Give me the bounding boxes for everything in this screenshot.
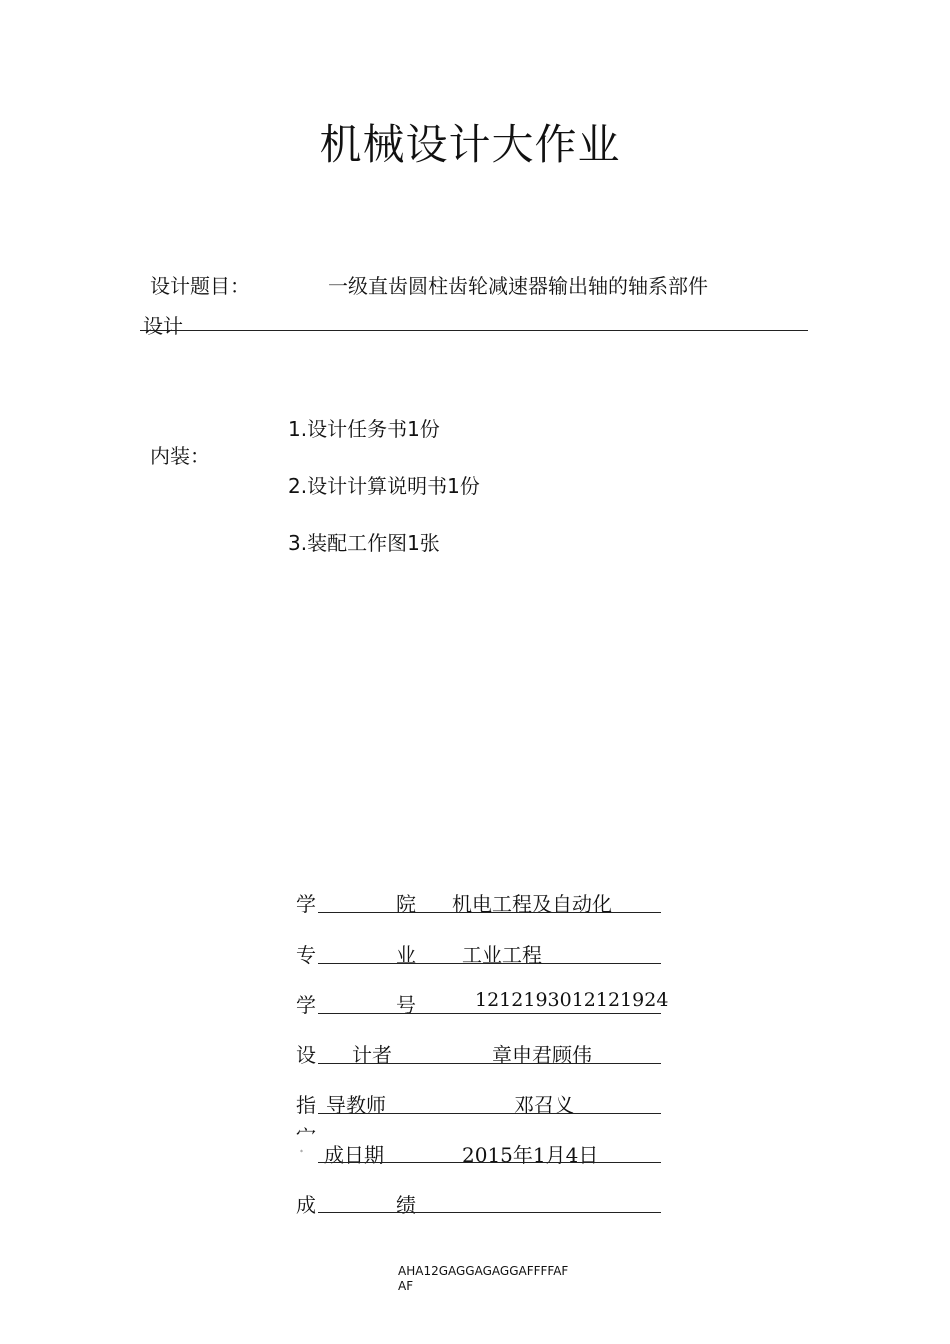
contents-item-3: 3.装配工作图1张 [288,531,440,555]
major-label-a: 专 [296,943,316,967]
footer-line1: AHA12GAGGAGAGGAFFFFAF [398,1264,569,1278]
contents-item-2: 2.设计计算说明书1份 [288,474,480,498]
date-underline [318,1162,661,1163]
date-label-b: 成日期 [324,1143,384,1167]
college-label-a: 学 [296,892,316,916]
student-id-value: 1212193012121924 [475,989,669,1011]
college-underline [318,912,661,913]
date-label-mark: * [300,1149,303,1156]
designer-label-a: 设 [296,1043,316,1067]
designer-underline [318,1063,661,1064]
designer-label-b: 计者 [352,1043,392,1067]
document-title: 机械设计大作业 [319,120,621,169]
major-label-b: 业 [396,943,416,967]
advisor-value: 邓召义 [514,1093,574,1117]
grade-underline [318,1212,661,1213]
student-id-underline [318,1013,661,1014]
topic-underline [140,330,808,331]
student-id-label-b: 号 [396,993,416,1017]
college-value: 机电工程及自动化 [452,892,612,916]
major-value: 工业工程 [462,943,542,967]
topic-label: 设计题目： [150,274,250,298]
date-label-a: 宀 [296,1124,316,1136]
grade-label-b: 绩 [396,1193,416,1217]
designer-value: 章申君顾伟 [492,1043,592,1067]
contents-label: 内装： [150,444,210,468]
topic-line2: 设计 [143,314,183,338]
contents-item-1: 1.设计任务书1份 [288,417,440,441]
major-underline [318,963,661,964]
topic-line1: 一级直齿圆柱齿轮减速器输出轴的轴系部件 [328,274,708,298]
advisor-label-b: 导教师 [326,1093,386,1117]
grade-label-a: 成 [296,1193,316,1217]
date-value: 2015年1月4日 [462,1143,599,1167]
college-label-b: 院 [396,892,416,916]
footer-line2: AF [398,1279,414,1293]
advisor-underline [318,1113,661,1114]
student-id-label-a: 学 [296,993,316,1017]
advisor-label-a: 指 [296,1093,316,1117]
